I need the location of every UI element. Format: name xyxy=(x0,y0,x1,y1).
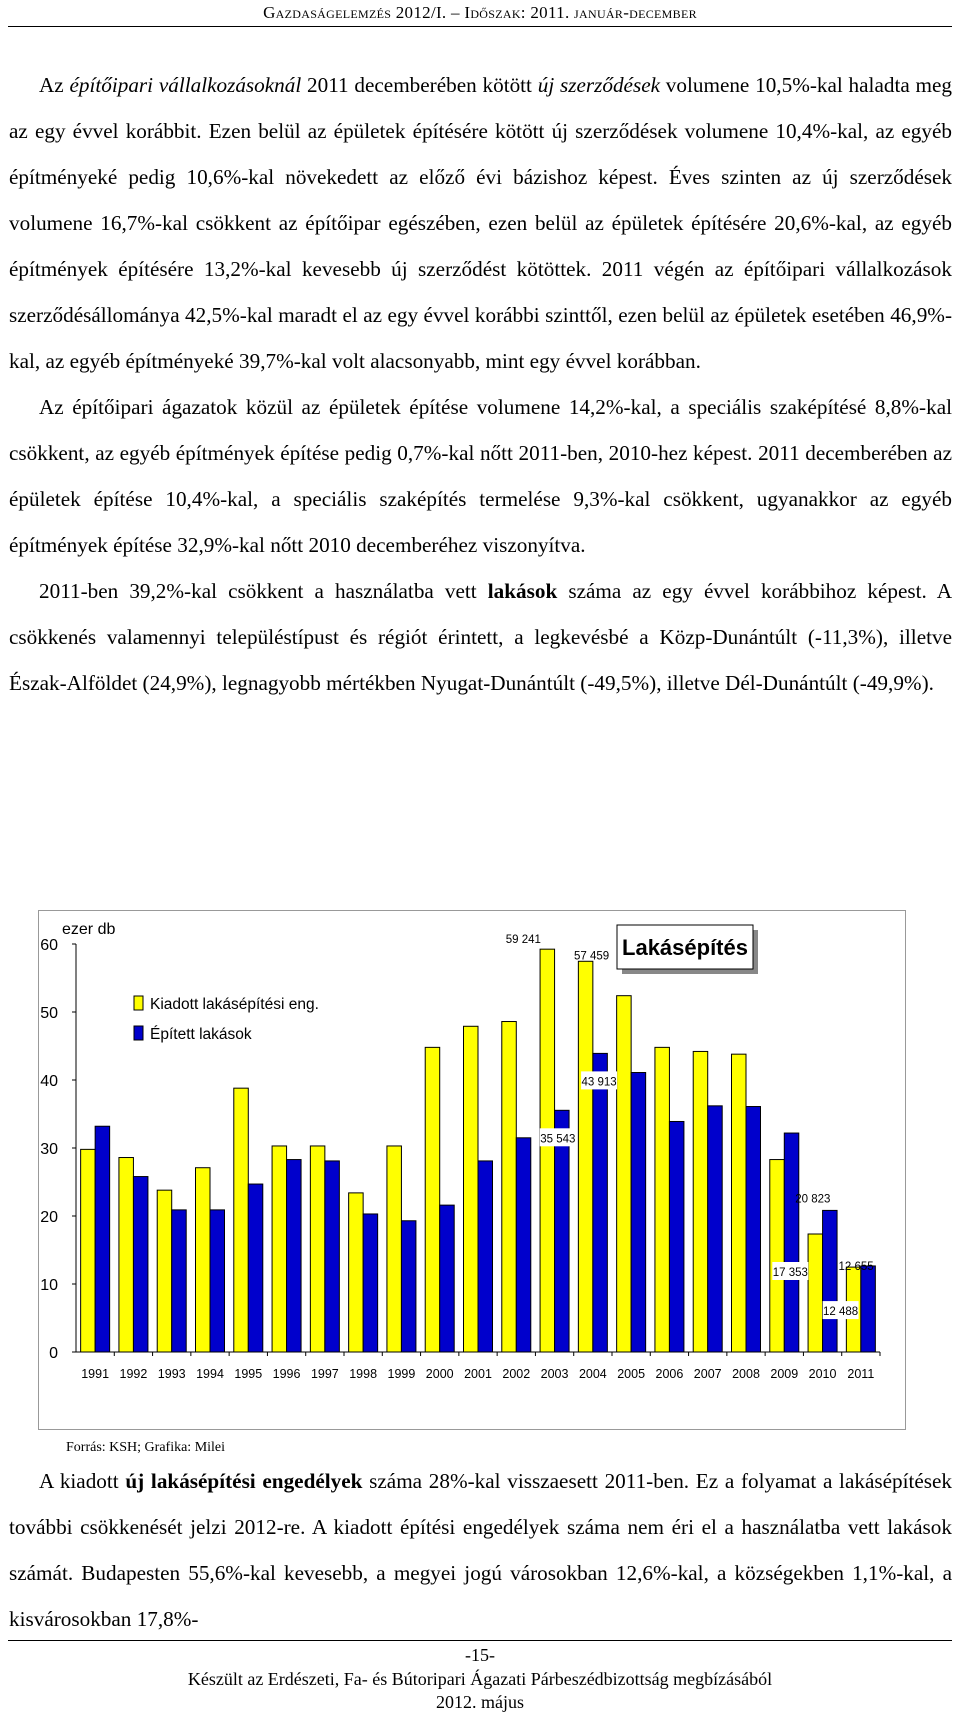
y-axis-unit-label: ezer db xyxy=(62,921,116,938)
bar-permits xyxy=(617,996,632,1352)
paragraph-sectors xyxy=(9,384,952,568)
data-label: 12 655 xyxy=(838,1260,874,1273)
body-text xyxy=(9,62,952,706)
bar-permits xyxy=(808,1234,823,1352)
x-tick-label: 1999 xyxy=(387,1367,416,1381)
paragraph-permits xyxy=(9,1458,952,1642)
x-tick-label: 2007 xyxy=(693,1367,722,1381)
x-tick-label: 1997 xyxy=(310,1367,339,1381)
text-segment: 2011 decemberében kötött xyxy=(301,73,538,97)
bar-built xyxy=(95,1126,110,1352)
x-tick-label: 2001 xyxy=(464,1367,492,1381)
y-tick-label: 50 xyxy=(40,1005,58,1022)
footer-line-1: Készült az Erdészeti, Fa- és Bútoripari Ágazati Párbeszédbizottság megbízásából xyxy=(187,1669,773,1689)
bar-built xyxy=(746,1107,761,1352)
bar-built xyxy=(478,1161,493,1352)
bar-built xyxy=(133,1177,148,1352)
legend-label: Kiadott lakásépítési eng. xyxy=(150,996,319,1013)
chart-title: Lakásépítés xyxy=(622,935,748,960)
x-tick-label: 1994 xyxy=(196,1367,224,1381)
source-note: Forrás: KSH; Grafika: Milei xyxy=(66,1440,226,1455)
bar-built xyxy=(440,1205,455,1352)
bar-built xyxy=(248,1184,262,1352)
data-label: 12 488 xyxy=(823,1306,859,1319)
bar-permits xyxy=(234,1088,249,1352)
housing-chart xyxy=(38,910,906,1430)
x-tick-label: 2003 xyxy=(540,1367,569,1381)
bar-built xyxy=(210,1210,225,1352)
legend-swatch xyxy=(134,996,143,1010)
bar-permits xyxy=(119,1158,134,1352)
paragraph-dwellings xyxy=(9,568,952,706)
x-tick-label: 2006 xyxy=(655,1367,684,1381)
y-tick-label: 10 xyxy=(40,1277,58,1294)
bar-permits xyxy=(464,1026,479,1352)
bar-built xyxy=(363,1214,378,1352)
bar-permits xyxy=(310,1146,325,1352)
text-segment: száma 28%-kal visszaesett 2011-ben. Ez a folyamat a lakásépítések további csökkenését jelzi 2012-re. A kiadott építési engedélyek száma nem éri el a használatba vett lakások számát. Budapesten 55,6%-kal kevesebb, a megyei jogú városokban 12,6%-kal, a községekben 1,1%-kal, a kisvárosokban 17,8%- xyxy=(9,1469,953,1631)
bar-permits xyxy=(655,1047,670,1352)
data-label: 17 353 xyxy=(772,1266,808,1279)
housing-chart-svg xyxy=(38,910,906,1430)
x-tick-label: 2010 xyxy=(808,1367,837,1381)
bar-built xyxy=(325,1161,340,1352)
x-tick-label: 1993 xyxy=(157,1367,186,1381)
bar-permits xyxy=(81,1149,96,1352)
running-title: Gazdaságelemzés 2012/I. – Időszak: 2011. január-december xyxy=(263,3,697,22)
text-segment: volumene 10,5%-kal haladta meg az egy évvel korábbit. Ezen belül az épületek építésére kötött új szerződések volumene 10,4%-kal, az egyéb építményeké pedig 10,6%-kal növekedett az előző évi bázishoz képest. Éves szinten az új szerződések volumene 16,7%-kal csökkent az építőipar egészében, ezen belül az épületek építésére 20,6%-kal, az egyéb építmények építésére 13,2%-kal kevesebb új szerződést kötöttek. 2011 végén az építőipari vállalkozások szerződésállománya 42,5%-kal maradt el az egy évvel korábbi szinttől, ezen belül az épületek esetében 46,9%-kal, az egyéb építményeké 39,7%-kal volt alacsonyabb, mint egy évvel korábban. xyxy=(9,73,952,373)
x-tick-label: 2004 xyxy=(578,1367,607,1381)
x-tick-label: 2009 xyxy=(770,1367,799,1381)
bar-built xyxy=(555,1110,570,1352)
x-tick-label: 1992 xyxy=(119,1367,148,1381)
data-label: 20 823 xyxy=(795,1193,831,1206)
bar-built xyxy=(784,1133,799,1352)
body-text-after-chart xyxy=(9,1458,952,1642)
text-segment: lakások xyxy=(487,579,558,603)
bar-permits xyxy=(578,961,593,1352)
bar-permits xyxy=(425,1047,440,1352)
data-label: 59 241 xyxy=(505,934,541,947)
y-tick-label: 30 xyxy=(40,1141,58,1158)
bar-permits xyxy=(502,1022,517,1352)
bar-built xyxy=(516,1138,531,1352)
bar-built xyxy=(631,1073,646,1352)
data-label: 57 459 xyxy=(574,950,610,963)
x-tick-label: 1996 xyxy=(272,1367,301,1381)
y-tick-label: 20 xyxy=(40,1209,58,1226)
data-label: 43 913 xyxy=(581,1076,617,1089)
x-tick-label: 2002 xyxy=(502,1367,531,1381)
text-segment: Az xyxy=(39,73,70,97)
footer-line-2: 2012. május xyxy=(436,1692,524,1712)
text-segment: száma az egy évvel korábbihoz képest. A csökkenés valamennyi településtípust és régiót érintett, a legkevésbé a Közp-Dunántúlt (-11,3%), illetve Észak-Alföldet (24,9%), legnagyobb mértékben Nyugat-Dunántúlt (-49,5%), illetve Dél-Dunántúlt (-49,9%). xyxy=(9,579,953,695)
bar-permits xyxy=(540,949,555,1352)
y-tick-label: 60 xyxy=(40,937,58,954)
bar-permits xyxy=(196,1168,211,1352)
bar-built xyxy=(669,1121,684,1352)
paragraph-contracts xyxy=(9,62,952,384)
bar-permits xyxy=(349,1193,364,1352)
x-tick-label: 1998 xyxy=(349,1367,378,1381)
text-segment: új szerződések xyxy=(537,73,661,97)
x-tick-label: 1995 xyxy=(234,1367,263,1381)
bar-permits xyxy=(387,1146,402,1352)
bar-built xyxy=(823,1210,838,1352)
x-tick-label: 1991 xyxy=(81,1367,110,1381)
bar-built xyxy=(401,1221,416,1352)
data-label: 35 543 xyxy=(540,1133,576,1146)
x-tick-label: 2011 xyxy=(847,1367,875,1381)
page-number: -15- xyxy=(465,1645,495,1665)
text-segment: A kiadott xyxy=(39,1469,126,1493)
bar-built xyxy=(861,1266,876,1352)
text-segment: 2011-ben 39,2%-kal csökkent a használatba vett xyxy=(39,579,488,603)
bar-built xyxy=(593,1053,608,1352)
text-segment: építőipari vállalkozásoknál xyxy=(69,73,302,97)
legend-swatch xyxy=(134,1026,143,1040)
running-header xyxy=(8,0,952,27)
x-tick-label: 2005 xyxy=(617,1367,646,1381)
bar-permits xyxy=(157,1190,172,1352)
bar-permits xyxy=(770,1160,785,1352)
legend-label: Épített lakások xyxy=(150,1026,252,1043)
text-segment: új lakásépítési engedélyek xyxy=(125,1469,363,1493)
bar-permits xyxy=(693,1051,708,1352)
x-tick-label: 2000 xyxy=(425,1367,454,1381)
text-segment: Az építőipari ágazatok közül az épületek építése volumene 14,2%-kal, a speciális szaképítésé 8,8%-kal csökkent, az egyéb építmények építése pedig 0,7%-kal nőtt 2011-ben, 2010-hez képest. 2011 decemberében az épületek építése 10,4%-kal, a speciális szaképítés termelése 9,3%-kal csökkent, ugyanakkor az egyéb építmények építése 32,9%-kal nőtt 2010 decemberéhez viszonyítva. xyxy=(9,395,952,557)
bar-permits xyxy=(272,1146,287,1352)
y-tick-label: 0 xyxy=(49,1345,58,1362)
y-tick-label: 40 xyxy=(40,1073,58,1090)
bar-built xyxy=(708,1106,723,1352)
bar-built xyxy=(172,1210,187,1352)
bar-permits xyxy=(732,1054,747,1352)
x-tick-label: 2008 xyxy=(732,1367,760,1381)
bar-built xyxy=(287,1160,302,1352)
footer-rule xyxy=(8,1640,952,1641)
